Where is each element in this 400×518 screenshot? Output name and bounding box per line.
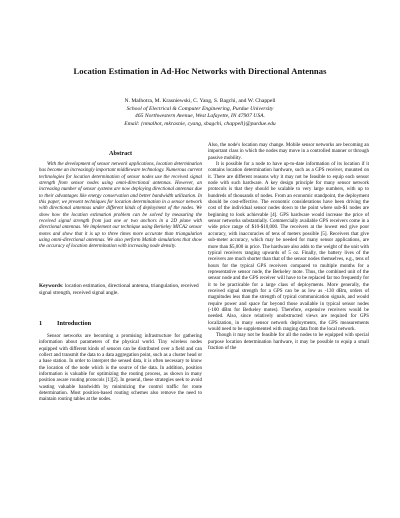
affiliation: School of Electrical & Computer Engineering, Purdue University: [126, 105, 274, 112]
right-paragraph: Though it may not be feasible for all the nodes to be equipped with special purpose location determination hardware, it may be possible to equip a small fraction of the: [208, 333, 369, 351]
email: Email: {nmalhot, mkrasnie, cyang, sbagchi, chappell}@purdue.edu: [124, 120, 276, 127]
abstract-text: With the development of sensor network applications, location determination has become an increasingly important middleware technology. Numerous current technologies for location determination of sensor nodes use the received signal strength from sensor nodes using omni-directional antennas. However, an increasing number of sensor systems are now deploying directional antennas due to their advantages like energy conservation and better bandwidth utilization. In this paper, we present techniques for location determination in a sensor network with directional antennas under different kinds of deployment of the nodes. We show how the location estimation problem can be solved by measuring the received signal strength from just one or two anchors in a 2D plane with directional antennas. We implement our technique using Berkeley MICA2 sensor motes and show that it is up to three times more accurate than triangulation using omni-directional antennas. We also perform Matlab simulations that show the accuracy of location determination with increasing node density.: [39, 162, 202, 250]
address: 465 Northwestern Avenue, West Lafayette, IN 47907 USA.: [135, 113, 265, 120]
keywords-label: Keywords: [39, 283, 62, 289]
introduction-body: [39, 334, 202, 404]
paper-title: Location Estimation in Ad-Hoc Networks with Directional Antennas: [73, 66, 327, 76]
abstract-body: [39, 162, 202, 251]
section-title: Introduction: [57, 320, 92, 327]
right-paragraph: It is possible for a node to have up-to-date information of its location if it contains location determination hardware, such as a GPS receiver, mounted on it. There are different reasons why it may not be feasible to equip each sensor node with such hardware. A key design principle for many sensor network protocols is that they should be scalable to very large numbers, with up to hundreds of thousands of nodes. From an economic standpoint, the deployment should be cost-effective. The economic considerations have been driving the cost of the individual sensor nodes down to the point where sub-$1 nodes are beginning to look achievable [4]. GPS hardware would increase the price of sensor networks substantially. Commercially available GPS receivers come in a wide price range of $10-$10,000. The receivers at the lowest end give poor accuracy, with inaccuracies of tens of meters possible [5]. Receivers that give sub-meter accuracy, which may be needed for many sensor applications, are more than $5,000 in price. The hardware also adds to the weight of the unit with typical receivers ranging upwards of 5 oz. Finally, the battery lives of the receivers are much shorter than that of the sensor nodes themselves, e.g., tens of hours for the typical GPS receivers compared to multiple months for a representative sensor node, the Berkeley mote. Thus, the combined unit of the sensor node and the GPS receiver will have to be replaced far too frequently for it to be practicable for a large class of deployments. More generally, the received signal strength for a GPS can be as low as -130 dBm, orders of magnitudes less than the strength of typical communication signals, and would require power and space far beyond those available in typical sensor nodes (-100 dBm for Berkeley motes). Therefore, expensive receivers would be needed. Also, since relatively unobstructed views are required for GPS localization, in many sensor network deployments, the GPS measurements would need to be supplemented with ranging data from the local network.: [208, 162, 369, 332]
abstract-heading: Abstract: [108, 150, 133, 157]
right-paragraph: Also, the node's location may change. Mobile sensor networks are becoming an important class in which the nodes may move in a controlled manner or through passive mobility.: [208, 143, 369, 161]
author-list: N. Malhotra, M. Krasniewski, C. Yang, S. Bagchi, and W. Chappell: [124, 98, 276, 104]
keywords: [39, 283, 202, 296]
section-heading-introduction: [39, 320, 202, 327]
author-block: [0, 98, 400, 128]
section-number: 1: [39, 320, 43, 327]
introduction-paragraph: Sensor networks are becoming a promising infrastructure for gathering information about parameters of the physical world. Tiny wireless nodes equipped with different kinds of sensors can be distributed over a field and can collect and transmit the data to a data aggregation point, such as a cluster head or a base station. In order to interpret the sensed data, it is often necessary to know the location of the node which is the source of the data. In addition, position information is valuable for optimizing the routing process, as shown in many position aware routing protocols [1][2]. In general, these strategies seek to avoid wasting valuable bandwidth by minimizing the control traffic for route determination. Most position-based routing schemes also remove the need to maintain routing tables at the nodes.: [39, 334, 202, 403]
keywords-text: : location estimation, directional antenna, triangulation, received signal strength, received signal angle.: [39, 283, 199, 296]
right-column-body: [208, 143, 369, 352]
